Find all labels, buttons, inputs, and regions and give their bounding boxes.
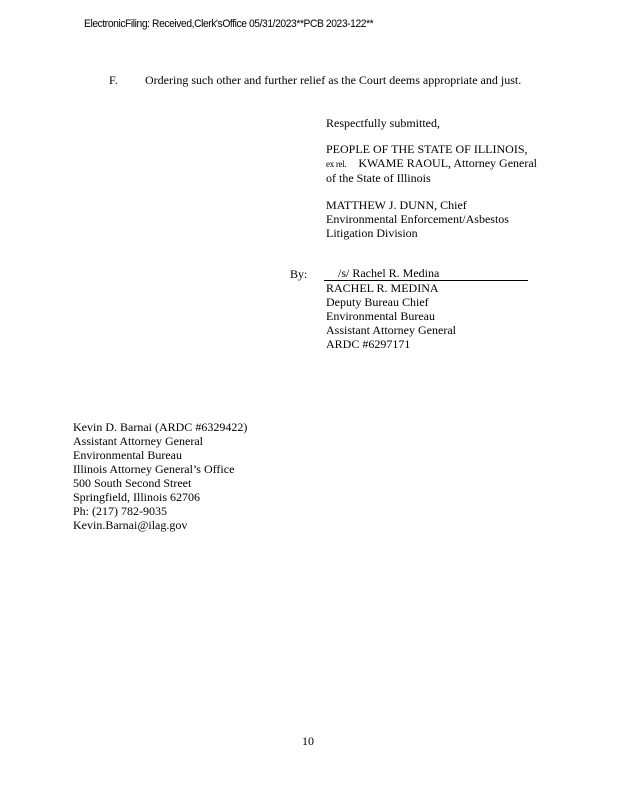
signer-role: Assistant Attorney General <box>326 323 456 337</box>
party-line-2 <box>326 156 537 171</box>
party-line-3: of the State of Illinois <box>326 171 431 185</box>
attorney-general-name: KWAME RAOUL, Attorney General <box>358 156 538 170</box>
contact-phone: Ph: (217) 782-9035 <box>73 504 167 518</box>
party-line-1: PEOPLE OF THE STATE OF ILLINOIS, <box>326 142 528 156</box>
chief-line-1: MATTHEW J. DUNN, Chief <box>326 198 467 212</box>
filing-stamp: ElectronicFiling: Received,Clerk'sOffice 05/31/2023**PCB 2023-122** <box>84 18 374 30</box>
contact-bureau: Environmental Bureau <box>73 448 182 462</box>
contact-street: 500 South Second Street <box>73 476 192 490</box>
relief-item-text: Ordering such other and further relief as the Court deems appropriate and just. <box>145 73 522 87</box>
signer-title: Deputy Bureau Chief <box>326 295 429 309</box>
closing-salutation: Respectfully submitted, <box>326 116 440 130</box>
electronic-signature: /s/ Rachel R. Medina <box>338 266 440 280</box>
contact-city: Springfield, Illinois 62706 <box>73 490 200 504</box>
contact-title: Assistant Attorney General <box>73 434 203 448</box>
contact-office: Illinois Attorney General’s Office <box>73 462 235 476</box>
division-chief-block <box>326 198 509 240</box>
signer-block <box>326 281 456 351</box>
party-block <box>326 142 537 185</box>
contact-block <box>73 420 247 532</box>
page-number: 10 <box>302 734 314 748</box>
ex-rel-label: ex rel. <box>326 159 347 169</box>
signer-ardc: ARDC #6297171 <box>326 337 411 351</box>
signer-name: RACHEL R. MEDINA <box>326 281 439 295</box>
contact-email[interactable]: Kevin.Barnai@ilag.gov <box>73 518 188 532</box>
chief-line-3: Litigation Division <box>326 226 418 240</box>
chief-line-2: Environmental Enforcement/Asbestos <box>326 212 509 226</box>
signer-bureau: Environmental Bureau <box>326 309 435 323</box>
relief-item-letter: F. <box>109 73 118 87</box>
by-label: By: <box>290 267 308 281</box>
contact-name: Kevin D. Barnai (ARDC #6329422) <box>73 420 248 434</box>
